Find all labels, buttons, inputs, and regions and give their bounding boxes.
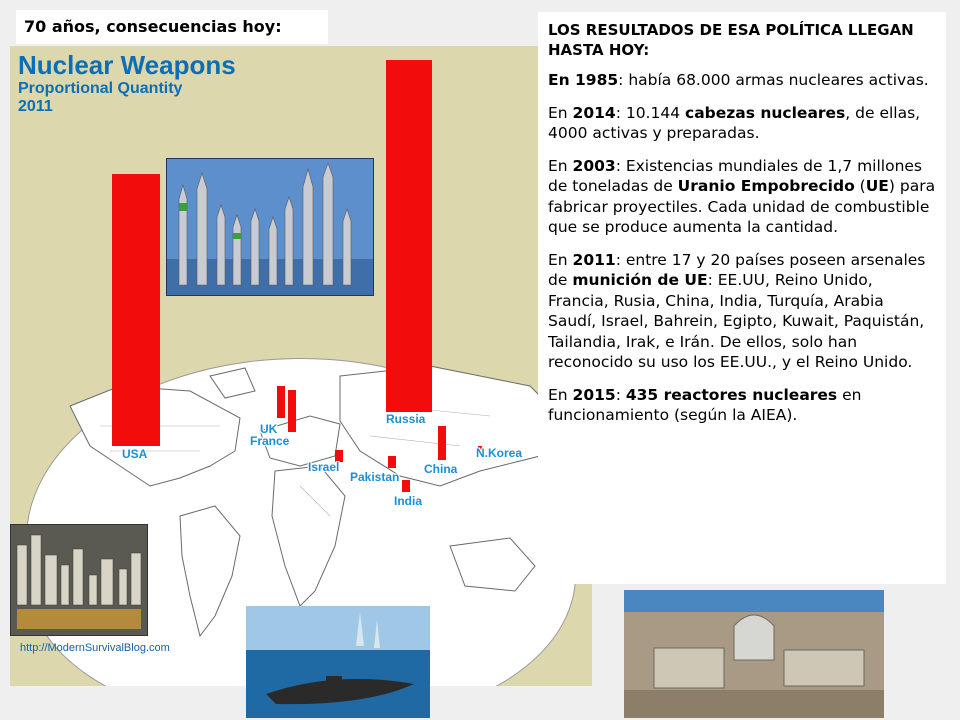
label-pakistan: Pakistan <box>350 470 400 484</box>
poster-title-block <box>18 50 236 116</box>
fact-2014 <box>548 103 936 144</box>
fact-2011-post: : EE.UU, Reino Unido, Francia, Rusia, China, India, Turquía, Arabia Saudí, Israel, Bahrein, Egipto, Kuwait, Paquistán, Tailandia, Irak, e Irán. De ellos, solo han reconocido su uso los EE.UU., y el Reino Unido. <box>548 271 925 371</box>
label-france: France <box>250 434 290 448</box>
poster-subtitle: Proportional Quantity <box>18 80 183 97</box>
poster-title: Nuclear Weapons <box>18 50 236 80</box>
bar-uk <box>277 386 285 418</box>
fact-2011-year: 2011 <box>572 250 616 269</box>
fact-2014-post: , de ellas, 4000 activas y preparadas. <box>548 103 921 142</box>
fact-2015-pre: En <box>548 385 573 404</box>
poster-year: 2011 <box>18 98 53 115</box>
label-israel: Israel <box>308 460 340 474</box>
label-usa: USA <box>122 447 148 461</box>
bar-usa <box>112 174 160 446</box>
submarine-launch-image <box>246 606 430 718</box>
fact-1985-text: : había 68.000 armas nucleares activas. <box>618 71 929 89</box>
fact-2015-post: en funcionamiento (según la AIEA). <box>548 385 862 424</box>
bar-pakistan <box>388 456 396 468</box>
slide-title: 70 años, consecuencias hoy: <box>16 10 328 44</box>
fact-2014-bold: cabezas nucleares <box>685 103 846 122</box>
fact-2003 <box>548 156 936 238</box>
fact-2011-mid: : entre 17 y 20 países poseen arsenales de <box>548 250 926 289</box>
missiles-lineup-image <box>166 158 374 296</box>
fact-2015-bold: 435 reactores nucleares <box>625 385 838 404</box>
fact-2011 <box>548 250 936 373</box>
fact-1985-year: En 1985 <box>548 71 619 89</box>
fact-2015 <box>548 385 936 426</box>
fact-2003-bold2: UE <box>865 177 889 195</box>
fact-2014-year: 2014 <box>572 103 616 122</box>
fact-2014-mid: : 10.144 <box>615 103 685 122</box>
poster-source: http://ModernSurvivalBlog.com <box>20 642 170 654</box>
bar-india <box>402 480 410 492</box>
depleted-uranium-ammunition-image <box>10 524 148 636</box>
fact-2003-bold1: Uranio Empobrecido <box>677 177 855 195</box>
nuclear-weapons-poster <box>10 46 592 686</box>
bar-russia <box>386 60 432 412</box>
panel-heading: LOS RESULTADOS DE ESA POLÍTICA LLEGAN HASTA HOY: <box>548 21 914 59</box>
label-china: China <box>424 462 458 476</box>
bar-france <box>288 390 296 432</box>
fact-2014-pre: En <box>548 103 573 122</box>
label-india: India <box>394 494 423 508</box>
fact-2011-bold: munición de UE <box>572 271 708 289</box>
fact-2003-post: ) para fabricar proyectiles. Cada unidad de combustible que se produce aumenta la cantidad. <box>548 177 936 236</box>
nuclear-reactor-image <box>624 590 884 718</box>
fact-2003-paren: ( <box>854 177 866 195</box>
results-text-panel <box>538 12 946 584</box>
label-uk: UK <box>260 422 278 436</box>
fact-2011-pre: En <box>548 250 573 269</box>
fact-2003-mid: : Existencias mundiales de 1,7 millones de toneladas de <box>548 156 923 195</box>
label-nkorea: N.Korea <box>476 446 523 460</box>
fact-2003-year: 2003 <box>572 156 616 175</box>
fact-1985 <box>548 70 936 91</box>
fact-2003-pre: En <box>548 156 573 175</box>
label-russia: Russia <box>386 412 426 426</box>
bar-china <box>438 426 446 460</box>
fact-2015-mid: : <box>615 385 626 404</box>
fact-2015-year: 2015 <box>572 385 616 404</box>
